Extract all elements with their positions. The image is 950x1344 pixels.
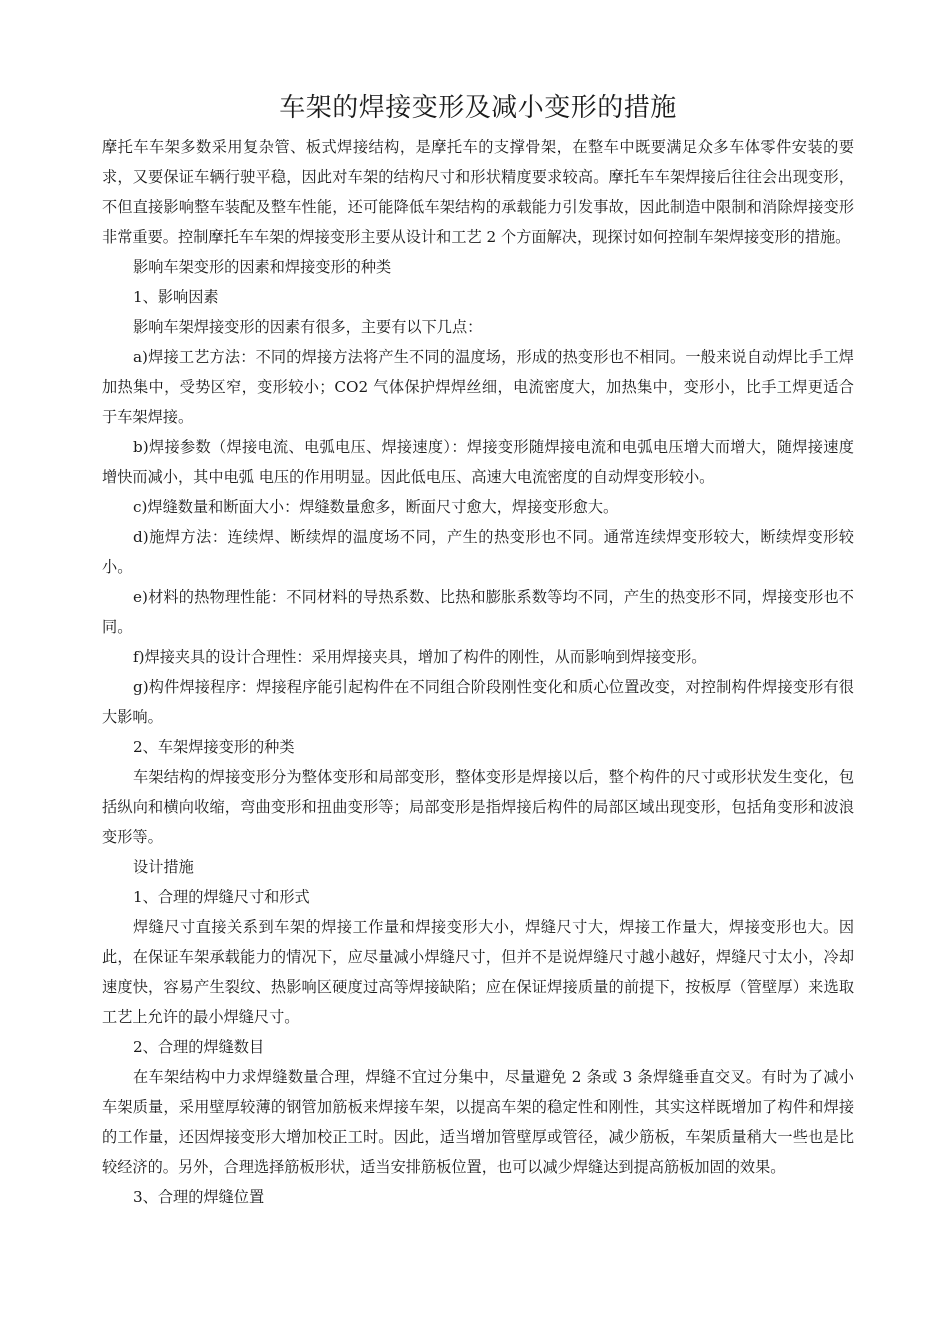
factor-item: f)焊接夹具的设计合理性：采用焊接夹具，增加了构件的刚性，从而影响到焊接变形。 xyxy=(133,648,707,666)
weld-size-paragraph: 焊缝尺寸直接关系到车架的焊接工作量和焊接变形大小，焊缝尺寸大，焊接工作量大，焊接变形也大。因此，在保证车架承载能力的情况下，应尽量减小焊缝尺寸，但并不是说焊缝尺寸越小越好，焊缝尺寸太小，冷却速度快，容易产生裂纹、热影响区硬度过高等焊接缺陷；应在保证焊接质量的前提下，按板厚（管壁厚）来选取工艺上允许的最小焊缝尺寸。 xyxy=(102,918,854,1026)
intro-paragraph: 摩托车车架多数采用复杂管、板式焊接结构，是摩托车的支撑骨架，在整车中既要满足众多车体零件安装的要求，又要保证车辆行驶平稳，因此对车架的结构尺寸和形状精度要求较高。摩托车车架焊接后往往会出现变形，不但直接影响整车装配及整车性能，还可能降低车架结构的承载能力引发事故，因此制造中限制和消除焊接变形非常重要。控制摩托车车架的焊接变形主要从设计和工艺 2 个方面解决，现探讨如何控制车架焊接变形的措施。 xyxy=(102,138,854,246)
factor-item: a)焊接工艺方法：不同的焊接方法将产生不同的温度场，形成的热变形也不相同。一般来说自动焊比手工焊加热集中，受势区窄，变形较小；CO2 气体保护焊焊丝细，电流密度大，加热集中，变形小，比手工焊更适合于车架焊接。 xyxy=(102,348,854,426)
factor-item: b)焊接参数（焊接电流、电弧电压、焊接速度）：焊接变形随焊接电流和电弧电压增大而增大，随焊接速度增快而减小，其中电弧 电压的作用明显。因此低电压、高速大电流密度的自动焊变形较小。 xyxy=(102,438,854,486)
document-page xyxy=(102,88,854,1212)
section-heading-design-measures: 设计措施 xyxy=(133,858,194,876)
subheading-deformation-types: 2、车架焊接变形的种类 xyxy=(133,738,295,756)
weld-count-paragraph: 在车架结构中力求焊缝数量合理，焊缝不宜过分集中，尽量避免 2 条或 3 条焊缝垂直交叉。有时为了减小车架质量，采用壁厚较薄的钢管加筋板来焊接车架，以提高车架的稳定性和刚性，其实这样既增加了构件和焊接的工作量，还因焊接变形大增加校正工时。因此，适当增加管壁厚或管径，减少筋板，车架质量稍大一些也是比较经济的。另外，合理选择筋板形状，适当安排筋板位置，也可以减少焊缝达到提高筋板加固的效果。 xyxy=(102,1068,854,1176)
section-heading-factors-and-types: 影响车架变形的因素和焊接变形的种类 xyxy=(133,258,392,276)
subheading-weld-count: 2、合理的焊缝数目 xyxy=(133,1038,265,1056)
subheading-weld-size-and-form: 1、合理的焊缝尺寸和形式 xyxy=(133,888,310,906)
factor-item: g)构件焊接程序：焊接程序能引起构件在不同组合阶段刚性变化和质心位置改变，对控制构件焊接变形有很大影响。 xyxy=(102,678,854,726)
factor-item: d)施焊方法：连续焊、断续焊的温度场不同，产生的热变形也不同。通常连续焊变形较大，断续焊变形较小。 xyxy=(102,528,854,576)
subheading-influencing-factors: 1、影响因素 xyxy=(133,288,219,306)
factors-lead-text: 影响车架焊接变形的因素有很多，主要有以下几点： xyxy=(133,318,483,336)
factor-item: e)材料的热物理性能：不同材料的导热系数、比热和膨胀系数等均不同，产生的热变形不同，焊接变形也不同。 xyxy=(102,588,854,636)
subheading-weld-position: 3、合理的焊缝位置 xyxy=(133,1188,265,1206)
document-title: 车架的焊接变形及减小变形的措施 xyxy=(279,93,677,123)
deformation-types-paragraph: 车架结构的焊接变形分为整体变形和局部变形，整体变形是焊接以后，整个构件的尺寸或形状发生变化，包括纵向和横向收缩，弯曲变形和扭曲变形等；局部变形是指焊接后构件的局部区域出现变形，包括角变形和波浪变形等。 xyxy=(102,768,854,846)
factor-item: c)焊缝数量和断面大小：焊缝数量愈多，断面尺寸愈大，焊接变形愈大。 xyxy=(133,498,619,516)
